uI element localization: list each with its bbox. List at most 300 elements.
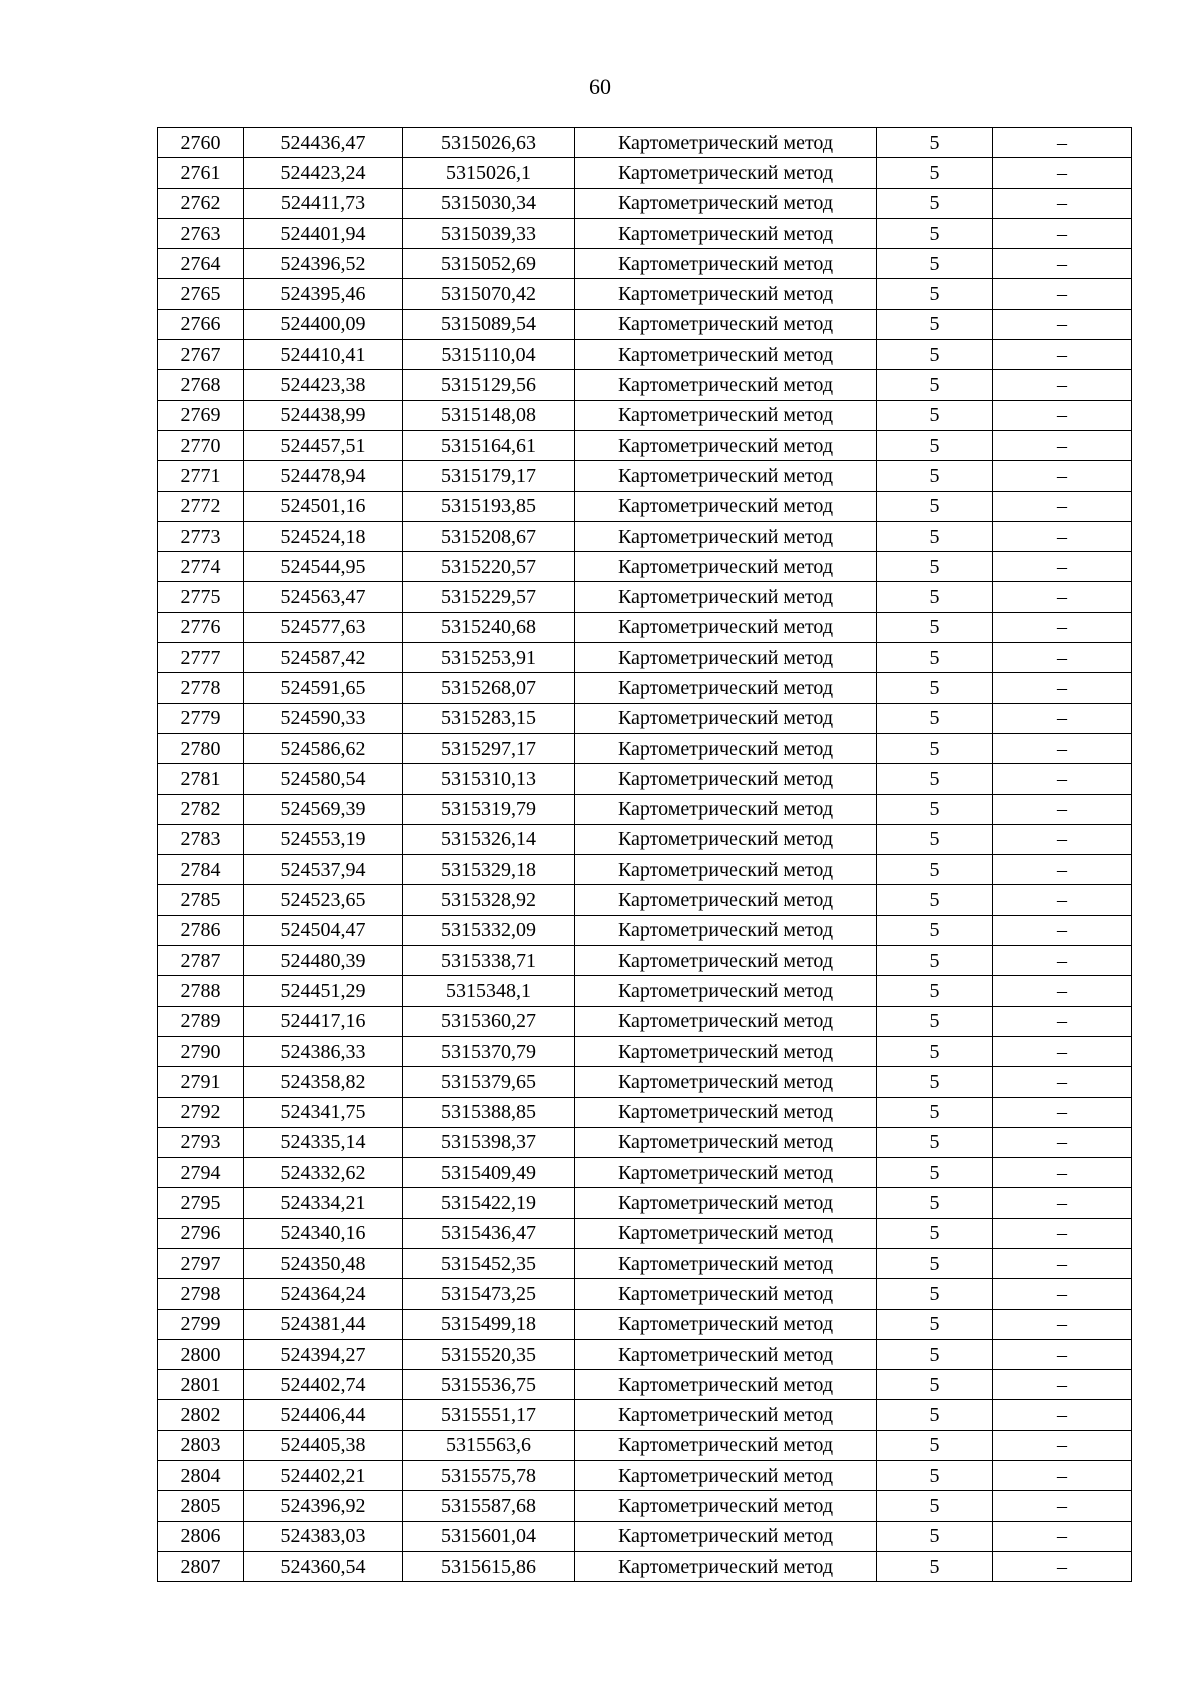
y-coordinate-cell: 5315297,17 <box>403 733 575 763</box>
y-coordinate-cell: 5315319,79 <box>403 794 575 824</box>
table-row <box>158 1067 1132 1097</box>
description-cell: – <box>993 400 1132 430</box>
accuracy-cell: 5 <box>877 733 993 763</box>
point-number-cell: 2761 <box>158 158 244 188</box>
x-coordinate-cell: 524396,92 <box>244 1491 403 1521</box>
table-row <box>158 1248 1132 1278</box>
y-coordinate-cell: 5315164,61 <box>403 430 575 460</box>
x-coordinate-cell: 524523,65 <box>244 885 403 915</box>
x-coordinate-cell: 524591,65 <box>244 673 403 703</box>
x-coordinate-cell: 524537,94 <box>244 855 403 885</box>
description-cell: – <box>993 1430 1132 1460</box>
table-row <box>158 128 1132 158</box>
accuracy-cell: 5 <box>877 128 993 158</box>
accuracy-cell: 5 <box>877 1370 993 1400</box>
description-cell: – <box>993 1400 1132 1430</box>
x-coordinate-cell: 524438,99 <box>244 400 403 430</box>
point-number-cell: 2773 <box>158 521 244 551</box>
y-coordinate-cell: 5315520,35 <box>403 1339 575 1369</box>
x-coordinate-cell: 524451,29 <box>244 976 403 1006</box>
accuracy-cell: 5 <box>877 612 993 642</box>
point-number-cell: 2783 <box>158 824 244 854</box>
method-cell: Картометрический метод <box>575 612 877 642</box>
accuracy-cell: 5 <box>877 1248 993 1278</box>
point-number-cell: 2764 <box>158 249 244 279</box>
y-coordinate-cell: 5315563,6 <box>403 1430 575 1460</box>
x-coordinate-cell: 524341,75 <box>244 1097 403 1127</box>
y-coordinate-cell: 5315536,75 <box>403 1370 575 1400</box>
x-coordinate-cell: 524358,82 <box>244 1067 403 1097</box>
accuracy-cell: 5 <box>877 1339 993 1369</box>
table-row <box>158 885 1132 915</box>
y-coordinate-cell: 5315220,57 <box>403 552 575 582</box>
x-coordinate-cell: 524402,21 <box>244 1461 403 1491</box>
y-coordinate-cell: 5315129,56 <box>403 370 575 400</box>
table-row <box>158 1430 1132 1460</box>
x-coordinate-cell: 524590,33 <box>244 703 403 733</box>
y-coordinate-cell: 5315587,68 <box>403 1491 575 1521</box>
point-number-cell: 2787 <box>158 946 244 976</box>
method-cell: Картометрический метод <box>575 249 877 279</box>
y-coordinate-cell: 5315615,86 <box>403 1551 575 1581</box>
description-cell: – <box>993 673 1132 703</box>
table-row <box>158 643 1132 673</box>
description-cell: – <box>993 885 1132 915</box>
accuracy-cell: 5 <box>877 491 993 521</box>
accuracy-cell: 5 <box>877 430 993 460</box>
table-row <box>158 430 1132 460</box>
point-number-cell: 2790 <box>158 1036 244 1066</box>
table-row <box>158 976 1132 1006</box>
method-cell: Картометрический метод <box>575 521 877 551</box>
description-cell: – <box>993 1521 1132 1551</box>
accuracy-cell: 5 <box>877 1067 993 1097</box>
y-coordinate-cell: 5315348,1 <box>403 976 575 1006</box>
point-number-cell: 2807 <box>158 1551 244 1581</box>
table-row <box>158 1521 1132 1551</box>
method-cell: Картометрический метод <box>575 733 877 763</box>
description-cell: – <box>993 340 1132 370</box>
y-coordinate-cell: 5315089,54 <box>403 309 575 339</box>
description-cell: – <box>993 309 1132 339</box>
accuracy-cell: 5 <box>877 1097 993 1127</box>
table-row <box>158 1461 1132 1491</box>
x-coordinate-cell: 524332,62 <box>244 1158 403 1188</box>
accuracy-cell: 5 <box>877 1188 993 1218</box>
accuracy-cell: 5 <box>877 1036 993 1066</box>
description-cell: – <box>993 1279 1132 1309</box>
x-coordinate-cell: 524553,19 <box>244 824 403 854</box>
accuracy-cell: 5 <box>877 1551 993 1581</box>
table-row <box>158 1279 1132 1309</box>
x-coordinate-cell: 524480,39 <box>244 946 403 976</box>
point-number-cell: 2778 <box>158 673 244 703</box>
method-cell: Картометрический метод <box>575 1036 877 1066</box>
accuracy-cell: 5 <box>877 1218 993 1248</box>
method-cell: Картометрический метод <box>575 1158 877 1188</box>
x-coordinate-cell: 524411,73 <box>244 188 403 218</box>
table-row <box>158 188 1132 218</box>
accuracy-cell: 5 <box>877 370 993 400</box>
table-row <box>158 249 1132 279</box>
method-cell: Картометрический метод <box>575 824 877 854</box>
point-number-cell: 2762 <box>158 188 244 218</box>
table-row <box>158 1309 1132 1339</box>
table-row <box>158 1491 1132 1521</box>
description-cell: – <box>993 1339 1132 1369</box>
accuracy-cell: 5 <box>877 1279 993 1309</box>
description-cell: – <box>993 1370 1132 1400</box>
method-cell: Картометрический метод <box>575 885 877 915</box>
y-coordinate-cell: 5315422,19 <box>403 1188 575 1218</box>
description-cell: – <box>993 1248 1132 1278</box>
method-cell: Картометрический метод <box>575 703 877 733</box>
accuracy-cell: 5 <box>877 400 993 430</box>
point-number-cell: 2803 <box>158 1430 244 1460</box>
table-row <box>158 552 1132 582</box>
table-row <box>158 279 1132 309</box>
accuracy-cell: 5 <box>877 643 993 673</box>
point-number-cell: 2769 <box>158 400 244 430</box>
x-coordinate-cell: 524402,74 <box>244 1370 403 1400</box>
point-number-cell: 2767 <box>158 340 244 370</box>
y-coordinate-cell: 5315208,67 <box>403 521 575 551</box>
point-number-cell: 2774 <box>158 552 244 582</box>
y-coordinate-cell: 5315551,17 <box>403 1400 575 1430</box>
coordinates-table <box>157 127 1132 1582</box>
description-cell: – <box>993 643 1132 673</box>
x-coordinate-cell: 524501,16 <box>244 491 403 521</box>
x-coordinate-cell: 524423,24 <box>244 158 403 188</box>
x-coordinate-cell: 524394,27 <box>244 1339 403 1369</box>
y-coordinate-cell: 5315026,63 <box>403 128 575 158</box>
point-number-cell: 2772 <box>158 491 244 521</box>
method-cell: Картометрический метод <box>575 430 877 460</box>
description-cell: – <box>993 1491 1132 1521</box>
method-cell: Картометрический метод <box>575 976 877 1006</box>
table-row <box>158 1551 1132 1581</box>
method-cell: Картометрический метод <box>575 552 877 582</box>
table-row <box>158 673 1132 703</box>
accuracy-cell: 5 <box>877 794 993 824</box>
description-cell: – <box>993 1097 1132 1127</box>
y-coordinate-cell: 5315148,08 <box>403 400 575 430</box>
method-cell: Картометрический метод <box>575 370 877 400</box>
accuracy-cell: 5 <box>877 885 993 915</box>
point-number-cell: 2791 <box>158 1067 244 1097</box>
description-cell: – <box>993 612 1132 642</box>
table-row <box>158 1218 1132 1248</box>
y-coordinate-cell: 5315326,14 <box>403 824 575 854</box>
table-row <box>158 1158 1132 1188</box>
method-cell: Картометрический метод <box>575 188 877 218</box>
point-number-cell: 2786 <box>158 915 244 945</box>
y-coordinate-cell: 5315328,92 <box>403 885 575 915</box>
point-number-cell: 2782 <box>158 794 244 824</box>
accuracy-cell: 5 <box>877 340 993 370</box>
table-row <box>158 158 1132 188</box>
point-number-cell: 2806 <box>158 1521 244 1551</box>
x-coordinate-cell: 524436,47 <box>244 128 403 158</box>
y-coordinate-cell: 5315240,68 <box>403 612 575 642</box>
method-cell: Картометрический метод <box>575 1127 877 1157</box>
y-coordinate-cell: 5315310,13 <box>403 764 575 794</box>
description-cell: – <box>993 491 1132 521</box>
page-number: 60 <box>589 74 611 99</box>
point-number-cell: 2798 <box>158 1279 244 1309</box>
accuracy-cell: 5 <box>877 218 993 248</box>
description-cell: – <box>993 218 1132 248</box>
table-row <box>158 218 1132 248</box>
table-body <box>158 128 1132 1582</box>
method-cell: Картометрический метод <box>575 1521 877 1551</box>
table-row <box>158 1127 1132 1157</box>
y-coordinate-cell: 5315499,18 <box>403 1309 575 1339</box>
description-cell: – <box>993 430 1132 460</box>
table-row <box>158 400 1132 430</box>
point-number-cell: 2793 <box>158 1127 244 1157</box>
description-cell: – <box>993 279 1132 309</box>
x-coordinate-cell: 524335,14 <box>244 1127 403 1157</box>
method-cell: Картометрический метод <box>575 1461 877 1491</box>
accuracy-cell: 5 <box>877 249 993 279</box>
y-coordinate-cell: 5315253,91 <box>403 643 575 673</box>
point-number-cell: 2780 <box>158 733 244 763</box>
point-number-cell: 2775 <box>158 582 244 612</box>
x-coordinate-cell: 524340,16 <box>244 1218 403 1248</box>
x-coordinate-cell: 524457,51 <box>244 430 403 460</box>
accuracy-cell: 5 <box>877 703 993 733</box>
y-coordinate-cell: 5315575,78 <box>403 1461 575 1491</box>
method-cell: Картометрический метод <box>575 158 877 188</box>
description-cell: – <box>993 703 1132 733</box>
point-number-cell: 2799 <box>158 1309 244 1339</box>
description-cell: – <box>993 128 1132 158</box>
method-cell: Картометрический метод <box>575 1339 877 1369</box>
description-cell: – <box>993 855 1132 885</box>
x-coordinate-cell: 524410,41 <box>244 340 403 370</box>
y-coordinate-cell: 5315601,04 <box>403 1521 575 1551</box>
table-row <box>158 521 1132 551</box>
x-coordinate-cell: 524406,44 <box>244 1400 403 1430</box>
x-coordinate-cell: 524586,62 <box>244 733 403 763</box>
method-cell: Картометрический метод <box>575 1309 877 1339</box>
description-cell: – <box>993 370 1132 400</box>
method-cell: Картометрический метод <box>575 1551 877 1581</box>
method-cell: Картометрический метод <box>575 1067 877 1097</box>
x-coordinate-cell: 524396,52 <box>244 249 403 279</box>
point-number-cell: 2788 <box>158 976 244 1006</box>
accuracy-cell: 5 <box>877 279 993 309</box>
table-row <box>158 1097 1132 1127</box>
method-cell: Картометрический метод <box>575 279 877 309</box>
table-row <box>158 946 1132 976</box>
accuracy-cell: 5 <box>877 1309 993 1339</box>
accuracy-cell: 5 <box>877 1430 993 1460</box>
table-row <box>158 794 1132 824</box>
description-cell: – <box>993 1461 1132 1491</box>
method-cell: Картометрический метод <box>575 582 877 612</box>
method-cell: Картометрический метод <box>575 643 877 673</box>
method-cell: Картометрический метод <box>575 461 877 491</box>
accuracy-cell: 5 <box>877 309 993 339</box>
x-coordinate-cell: 524405,38 <box>244 1430 403 1460</box>
method-cell: Картометрический метод <box>575 1491 877 1521</box>
description-cell: – <box>993 764 1132 794</box>
method-cell: Картометрический метод <box>575 1370 877 1400</box>
point-number-cell: 2766 <box>158 309 244 339</box>
point-number-cell: 2797 <box>158 1248 244 1278</box>
x-coordinate-cell: 524381,44 <box>244 1309 403 1339</box>
point-number-cell: 2777 <box>158 643 244 673</box>
y-coordinate-cell: 5315473,25 <box>403 1279 575 1309</box>
accuracy-cell: 5 <box>877 1158 993 1188</box>
x-coordinate-cell: 524587,42 <box>244 643 403 673</box>
method-cell: Картометрический метод <box>575 1218 877 1248</box>
y-coordinate-cell: 5315360,27 <box>403 1006 575 1036</box>
y-coordinate-cell: 5315329,18 <box>403 855 575 885</box>
description-cell: – <box>993 733 1132 763</box>
x-coordinate-cell: 524580,54 <box>244 764 403 794</box>
x-coordinate-cell: 524360,54 <box>244 1551 403 1581</box>
description-cell: – <box>993 582 1132 612</box>
method-cell: Картометрический метод <box>575 1248 877 1278</box>
point-number-cell: 2805 <box>158 1491 244 1521</box>
y-coordinate-cell: 5315452,35 <box>403 1248 575 1278</box>
x-coordinate-cell: 524400,09 <box>244 309 403 339</box>
description-cell: – <box>993 249 1132 279</box>
description-cell: – <box>993 794 1132 824</box>
accuracy-cell: 5 <box>877 582 993 612</box>
description-cell: – <box>993 188 1132 218</box>
x-coordinate-cell: 524478,94 <box>244 461 403 491</box>
y-coordinate-cell: 5315052,69 <box>403 249 575 279</box>
table-row <box>158 612 1132 642</box>
point-number-cell: 2802 <box>158 1400 244 1430</box>
table-row <box>158 915 1132 945</box>
description-cell: – <box>993 552 1132 582</box>
method-cell: Картометрический метод <box>575 1279 877 1309</box>
description-cell: – <box>993 1036 1132 1066</box>
description-cell: – <box>993 1127 1132 1157</box>
table-row <box>158 855 1132 885</box>
y-coordinate-cell: 5315193,85 <box>403 491 575 521</box>
accuracy-cell: 5 <box>877 188 993 218</box>
x-coordinate-cell: 524350,48 <box>244 1248 403 1278</box>
accuracy-cell: 5 <box>877 552 993 582</box>
method-cell: Картометрический метод <box>575 794 877 824</box>
point-number-cell: 2795 <box>158 1188 244 1218</box>
method-cell: Картометрический метод <box>575 1400 877 1430</box>
description-cell: – <box>993 1188 1132 1218</box>
y-coordinate-cell: 5315030,34 <box>403 188 575 218</box>
y-coordinate-cell: 5315026,1 <box>403 158 575 188</box>
point-number-cell: 2781 <box>158 764 244 794</box>
y-coordinate-cell: 5315332,09 <box>403 915 575 945</box>
accuracy-cell: 5 <box>877 946 993 976</box>
point-number-cell: 2796 <box>158 1218 244 1248</box>
table-row <box>158 1188 1132 1218</box>
table-row <box>158 1036 1132 1066</box>
x-coordinate-cell: 524417,16 <box>244 1006 403 1036</box>
accuracy-cell: 5 <box>877 158 993 188</box>
x-coordinate-cell: 524383,03 <box>244 1521 403 1551</box>
accuracy-cell: 5 <box>877 764 993 794</box>
accuracy-cell: 5 <box>877 1127 993 1157</box>
x-coordinate-cell: 524423,38 <box>244 370 403 400</box>
point-number-cell: 2771 <box>158 461 244 491</box>
table-row <box>158 1370 1132 1400</box>
x-coordinate-cell: 524364,24 <box>244 1279 403 1309</box>
description-cell: – <box>993 1309 1132 1339</box>
method-cell: Картометрический метод <box>575 855 877 885</box>
point-number-cell: 2784 <box>158 855 244 885</box>
point-number-cell: 2801 <box>158 1370 244 1400</box>
accuracy-cell: 5 <box>877 855 993 885</box>
y-coordinate-cell: 5315268,07 <box>403 673 575 703</box>
table-row <box>158 370 1132 400</box>
description-cell: – <box>993 521 1132 551</box>
accuracy-cell: 5 <box>877 1006 993 1036</box>
y-coordinate-cell: 5315338,71 <box>403 946 575 976</box>
accuracy-cell: 5 <box>877 1491 993 1521</box>
description-cell: – <box>993 824 1132 854</box>
table-row <box>158 1006 1132 1036</box>
method-cell: Картометрический метод <box>575 1188 877 1218</box>
description-cell: – <box>993 1067 1132 1097</box>
y-coordinate-cell: 5315070,42 <box>403 279 575 309</box>
table-row <box>158 340 1132 370</box>
y-coordinate-cell: 5315436,47 <box>403 1218 575 1248</box>
accuracy-cell: 5 <box>877 824 993 854</box>
point-number-cell: 2779 <box>158 703 244 733</box>
x-coordinate-cell: 524395,46 <box>244 279 403 309</box>
point-number-cell: 2760 <box>158 128 244 158</box>
table-row <box>158 764 1132 794</box>
description-cell: – <box>993 1218 1132 1248</box>
table-row <box>158 703 1132 733</box>
x-coordinate-cell: 524401,94 <box>244 218 403 248</box>
x-coordinate-cell: 524524,18 <box>244 521 403 551</box>
description-cell: – <box>993 915 1132 945</box>
table-row <box>158 1400 1132 1430</box>
y-coordinate-cell: 5315388,85 <box>403 1097 575 1127</box>
x-coordinate-cell: 524334,21 <box>244 1188 403 1218</box>
method-cell: Картометрический метод <box>575 915 877 945</box>
table-row <box>158 824 1132 854</box>
x-coordinate-cell: 524563,47 <box>244 582 403 612</box>
description-cell: – <box>993 1006 1132 1036</box>
y-coordinate-cell: 5315039,33 <box>403 218 575 248</box>
point-number-cell: 2765 <box>158 279 244 309</box>
method-cell: Картометрический метод <box>575 128 877 158</box>
table-row <box>158 309 1132 339</box>
table-row <box>158 461 1132 491</box>
x-coordinate-cell: 524386,33 <box>244 1036 403 1066</box>
accuracy-cell: 5 <box>877 915 993 945</box>
x-coordinate-cell: 524577,63 <box>244 612 403 642</box>
point-number-cell: 2768 <box>158 370 244 400</box>
accuracy-cell: 5 <box>877 521 993 551</box>
table-row <box>158 733 1132 763</box>
description-cell: – <box>993 158 1132 188</box>
x-coordinate-cell: 524544,95 <box>244 552 403 582</box>
table-row <box>158 582 1132 612</box>
method-cell: Картометрический метод <box>575 673 877 703</box>
method-cell: Картометрический метод <box>575 218 877 248</box>
point-number-cell: 2804 <box>158 1461 244 1491</box>
method-cell: Картометрический метод <box>575 764 877 794</box>
